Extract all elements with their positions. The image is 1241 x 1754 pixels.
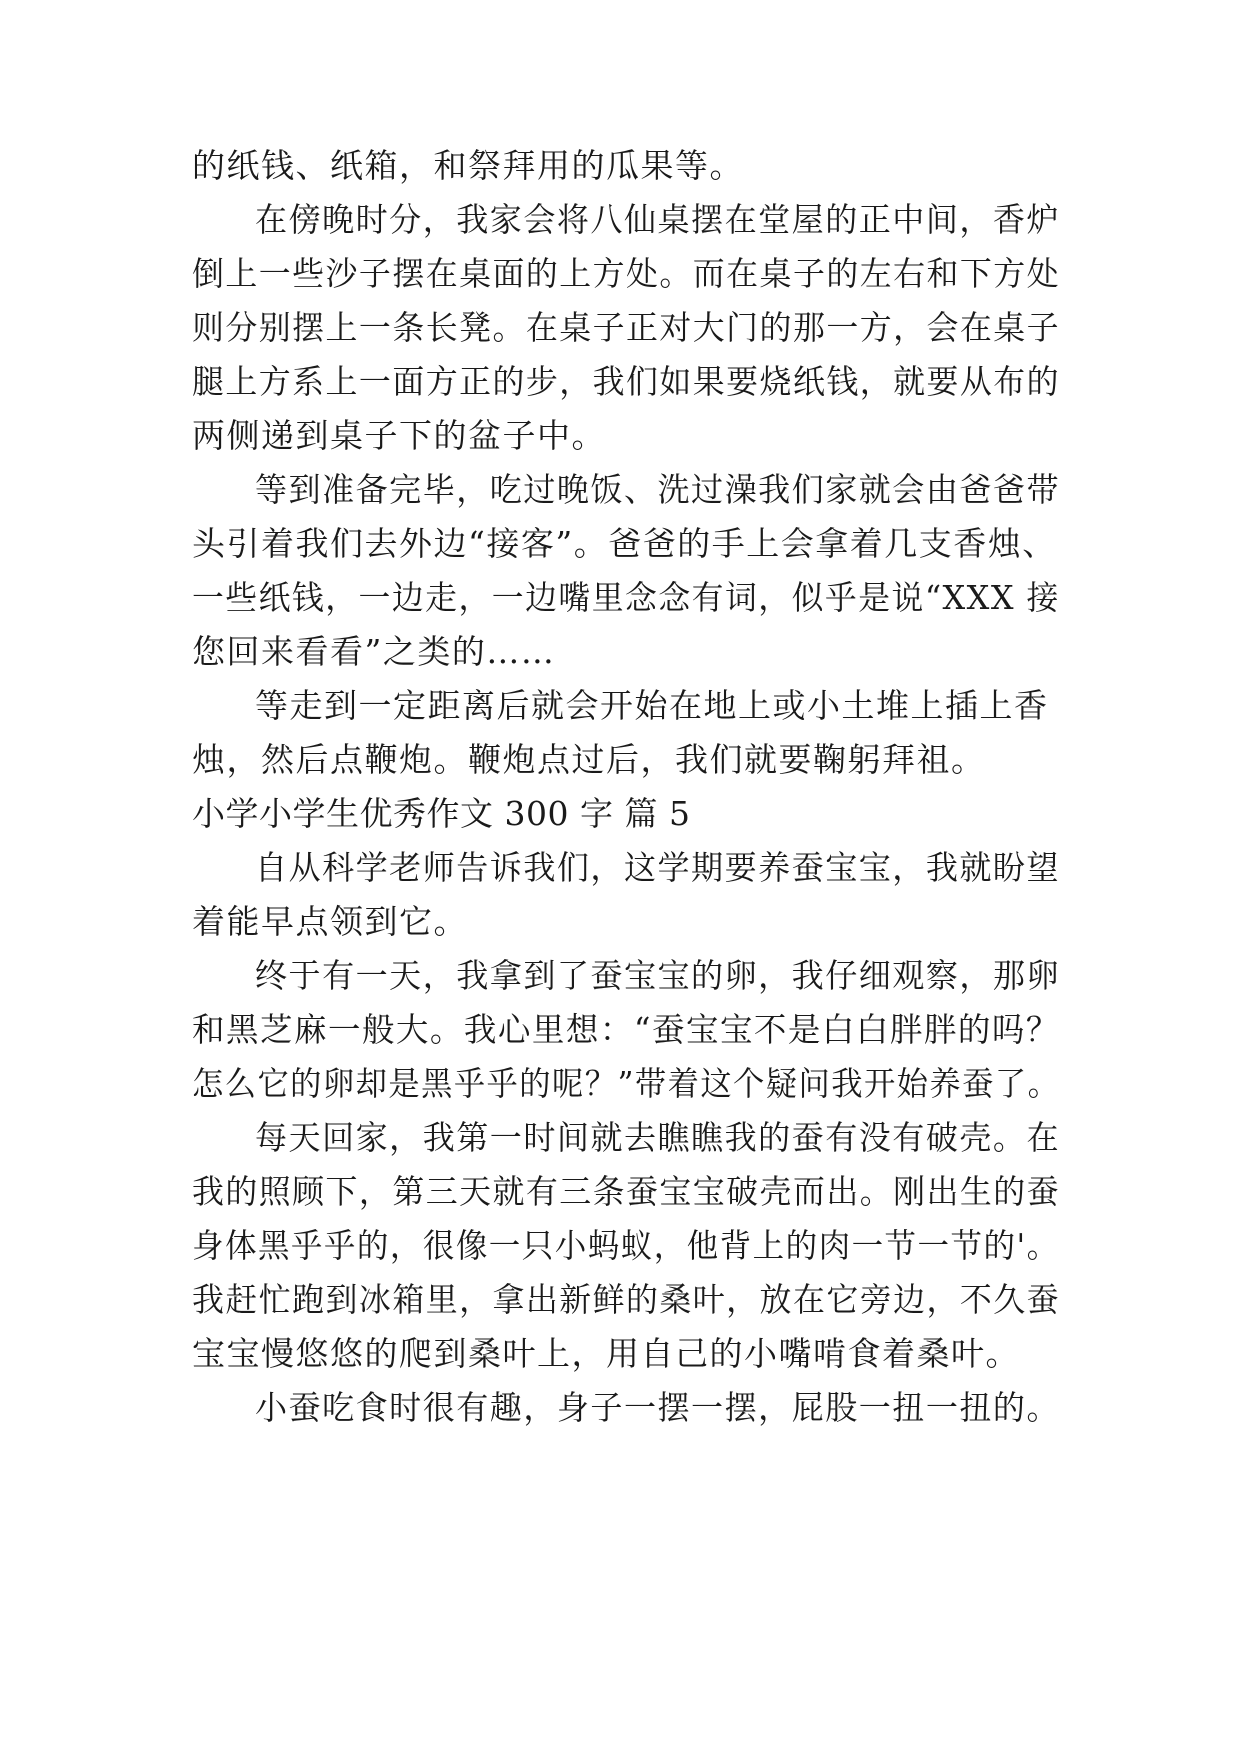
paragraph-first-line: 在傍晚时分，我家会将八仙桌摆在堂屋的正中间，香炉 (255, 200, 1060, 239)
text-line: 我赶忙跑到冰箱里，拿出新鲜的桑叶，放在它旁边，不久蚕 (192, 1280, 1061, 1319)
text-line: 头引着我们去外边“接客”。爸爸的手上会拿着几支香烛、 (192, 524, 1057, 563)
paragraph-first-line: 每天回家，我第一时间就去瞧瞧我的蚕有没有破壳。在 (255, 1118, 1060, 1157)
text-line: 两侧递到桌子下的盆子中。 (192, 416, 606, 455)
text-line: 烛，然后点鞭炮。鞭炮点过后，我们就要鞠躬拜祖。 (192, 740, 986, 779)
text-line: 身体黑乎乎的，很像一只小蚂蚁，他背上的肉一节一节的'。 (192, 1226, 1060, 1265)
text-line: 腿上方系上一面方正的步，我们如果要烧纸钱，就要从布的 (192, 362, 1061, 401)
text-line: 怎么它的卵却是黑乎乎的呢？”带着这个疑问我开始养蚕了。 (192, 1064, 1061, 1103)
text-line: 着能早点领到它。 (192, 902, 468, 941)
text-line: 和黑芝麻一般大。我心里想：“蚕宝宝不是白白胖胖的吗？ (192, 1010, 1060, 1049)
paragraph-first-line: 等到准备完毕，吃过晚饭、洗过澡我们家就会由爸爸带 (255, 470, 1060, 509)
section-heading: 小学小学生优秀作文 300 字 篇 5 (192, 794, 691, 833)
paragraph-first-line: 等走到一定距离后就会开始在地上或小土堆上插上香 (255, 686, 1049, 725)
text-line: 倒上一些沙子摆在桌面的上方处。而在桌子的左右和下方处 (192, 254, 1061, 293)
paragraph-first-line: 终于有一天，我拿到了蚕宝宝的卵，我仔细观察，那卵 (255, 956, 1060, 995)
text-line: 的纸钱、纸箱，和祭拜用的瓜果等。 (192, 146, 744, 185)
paragraph-first-line: 自从科学老师告诉我们，这学期要养蚕宝宝，我就盼望 (255, 848, 1060, 887)
text-line: 我的照顾下，第三天就有三条蚕宝宝破壳而出。刚出生的蚕 (192, 1172, 1061, 1211)
text-line: 宝宝慢悠悠的爬到桑叶上，用自己的小嘴啃食着桑叶。 (192, 1334, 1020, 1373)
text-line: 一些纸钱，一边走，一边嘴里念念有词，似乎是说“XXX 接 (192, 578, 1060, 617)
text-line: 您回来看看”之类的…… (192, 632, 556, 671)
text-line: 则分别摆上一条长凳。在桌子正对大门的那一方，会在桌子 (192, 308, 1061, 347)
paragraph-first-line: 小蚕吃食时很有趣，身子一摆一摆，屁股一扭一扭的。 (255, 1388, 1060, 1427)
